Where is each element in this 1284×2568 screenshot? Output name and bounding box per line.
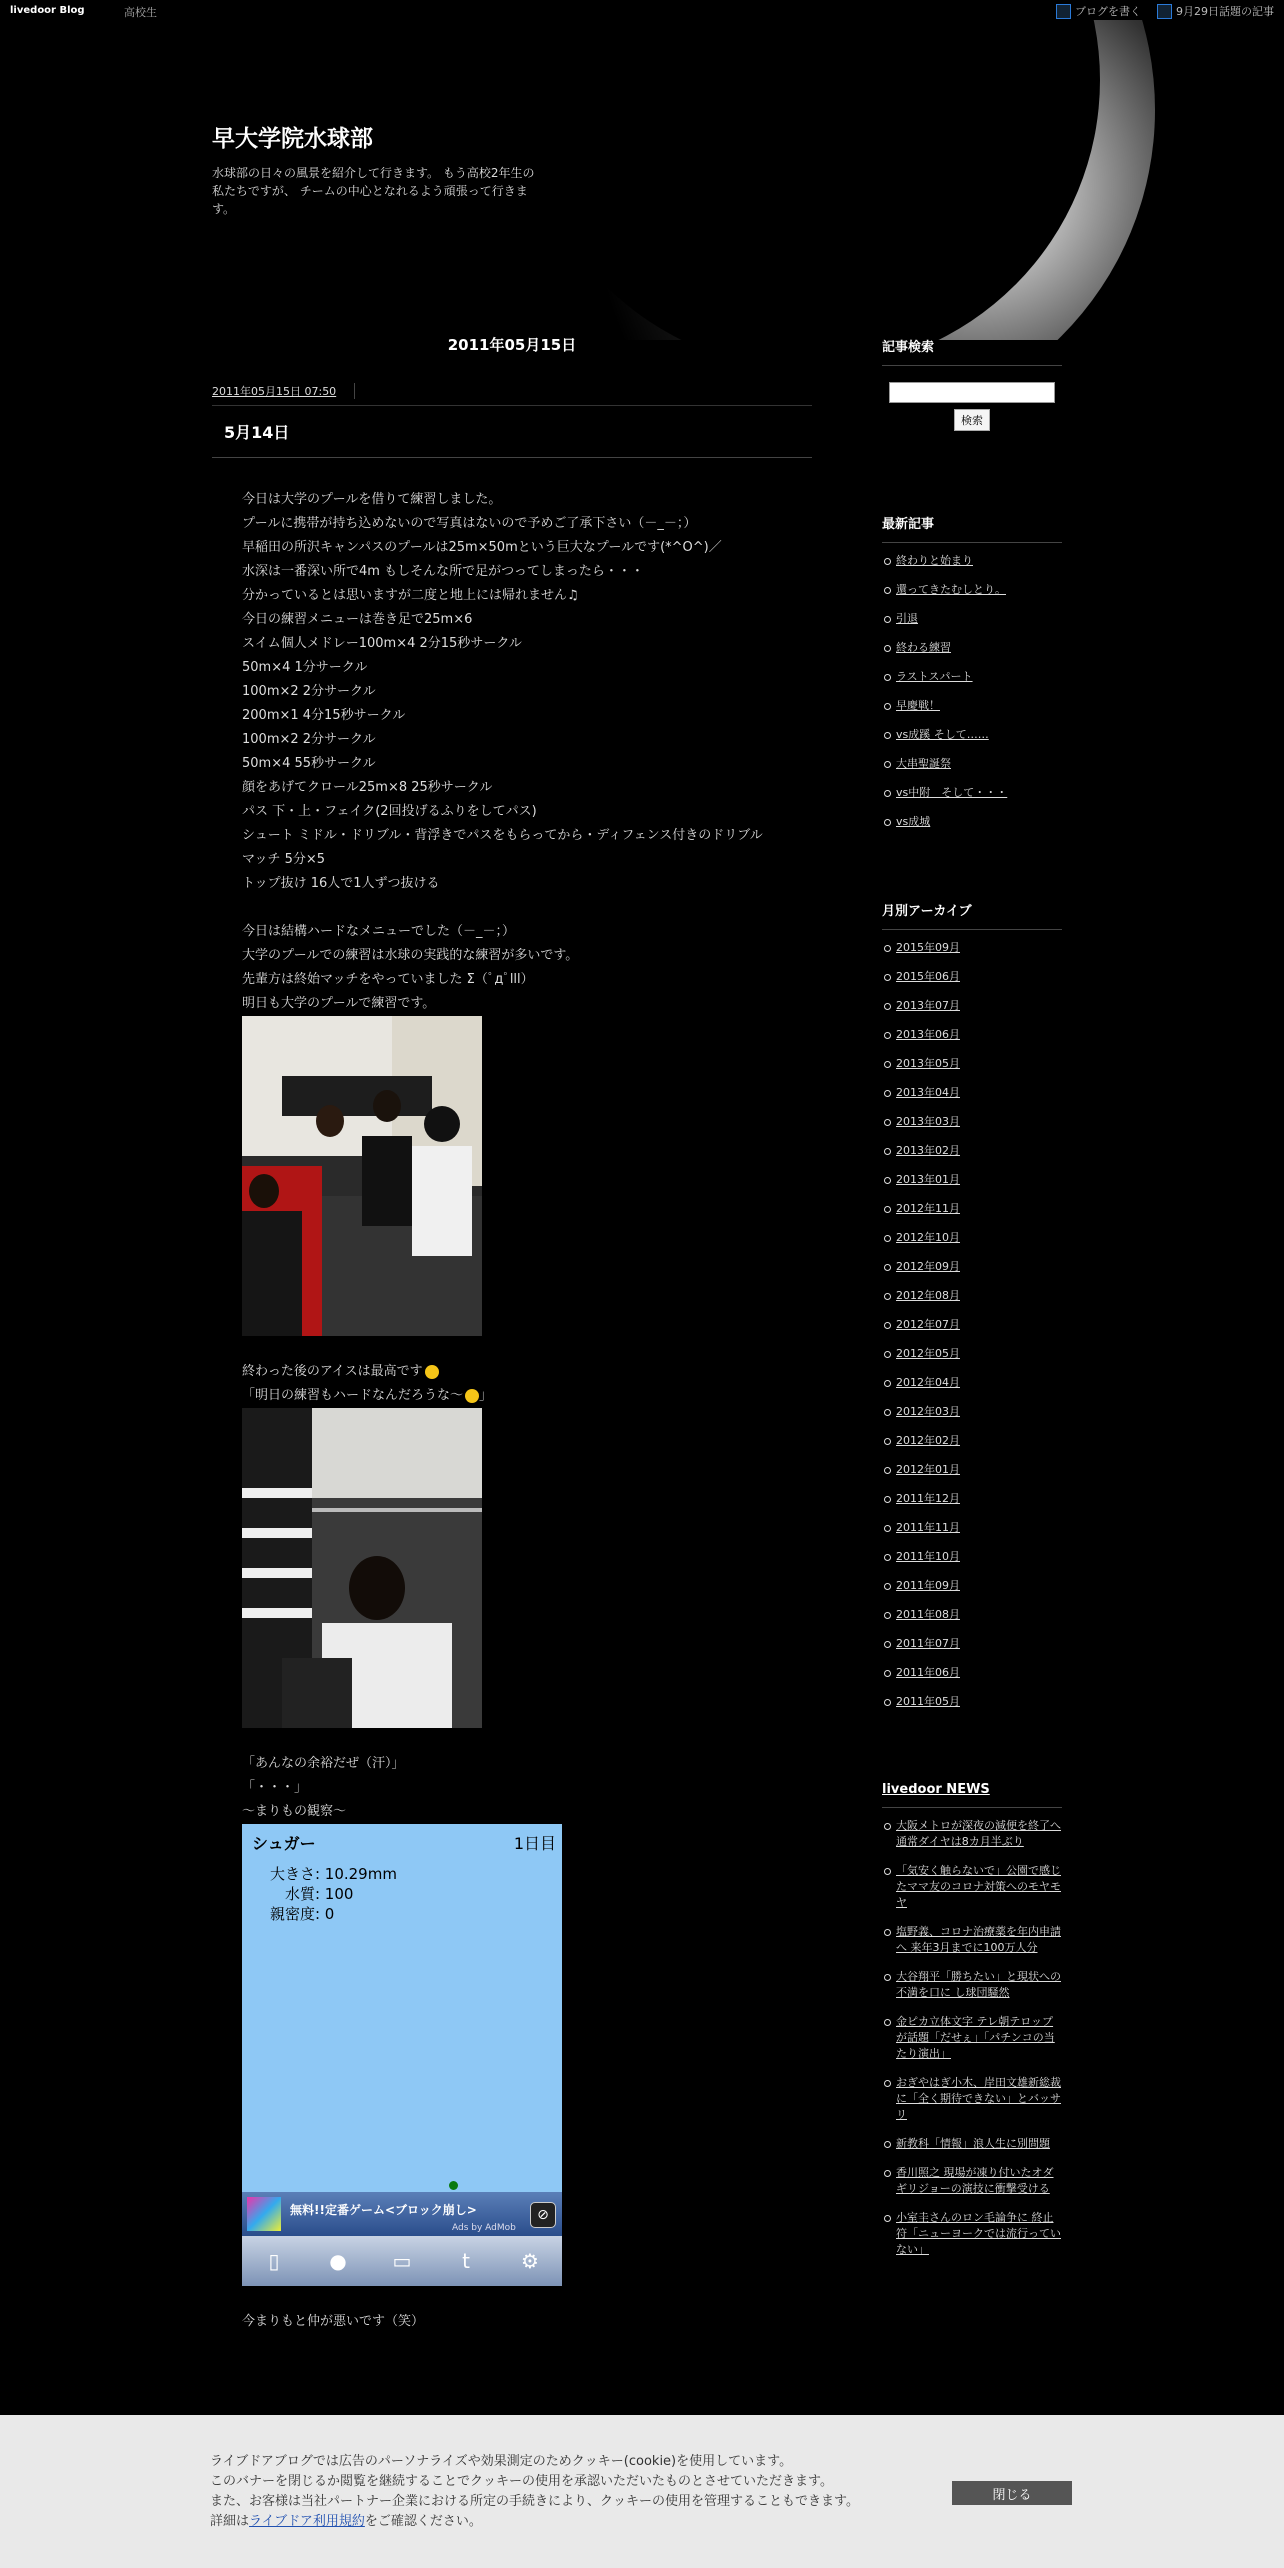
archive-item	[882, 998, 1062, 1014]
archive-item-link[interactable]: 2012年10月	[896, 1231, 960, 1244]
date-heading: 2011年05月15日	[447, 336, 577, 354]
news-item-link[interactable]: 香川照之 現場が凍り付いたオダギリジョーの演技に衝撃受ける	[896, 2166, 1054, 2195]
archive-item-link[interactable]: 2012年09月	[896, 1260, 960, 1273]
recent-post-item	[882, 698, 1062, 714]
news-item-link[interactable]: 大阪メトロが深夜の減便を終了へ 通常ダイヤは8カ月半ぶり	[896, 1819, 1061, 1848]
news-item	[882, 2210, 1062, 2258]
team-photo-2[interactable]	[242, 1408, 482, 1728]
post-line: 「明日の練習もハードなんだろうな～ 」	[242, 1388, 493, 1403]
blog-title[interactable]: 早大学院水球部	[212, 126, 373, 152]
smile-emoji-icon	[425, 1365, 439, 1379]
post-line: スイム個人メドレー100m×4 2分15秒サークル	[242, 636, 522, 651]
post-line: マッチ 5分×5	[242, 852, 326, 867]
archive-item	[882, 1520, 1062, 1536]
pencil-icon	[1056, 4, 1071, 19]
news-item	[882, 2165, 1062, 2197]
post-paragraph	[242, 488, 782, 896]
recent-post-item-link[interactable]: 終わる練習	[896, 641, 951, 654]
archive-item-link[interactable]: 2012年04月	[896, 1376, 960, 1389]
post-line: パス 下・上・フェイク(2回投げるふりをしてパス)	[242, 804, 537, 819]
archive-item	[882, 1607, 1062, 1623]
archive-heading: 月別アーカイブ	[882, 894, 1062, 930]
post-line: ～まりもの観察～	[242, 1804, 347, 1819]
write-blog-link[interactable]: ブログを書く	[1056, 3, 1141, 19]
category-link[interactable]: 高校生	[124, 6, 157, 19]
archive-item-link[interactable]: 2013年02月	[896, 1144, 960, 1157]
gear-icon[interactable]: ⚙	[521, 2249, 539, 2273]
news-item-link[interactable]: 新教科「情報」浪人生に別問題	[896, 2137, 1050, 2150]
post-line: 今日の練習メニューは巻き足で25m×6	[242, 612, 473, 627]
recent-post-item-link[interactable]: 大串聖誕祭	[896, 757, 951, 770]
recent-post-item-link[interactable]: vs中附 そして・・・	[896, 786, 1008, 799]
recent-post-item	[882, 582, 1062, 598]
recent-post-item	[882, 756, 1062, 772]
archive-item-link[interactable]: 2012年07月	[896, 1318, 960, 1331]
sweat-emoji-icon	[465, 1389, 479, 1403]
recent-post-item	[882, 611, 1062, 627]
svg-text:livedoor Blog: livedoor Blog	[10, 5, 85, 16]
post-line: 今日は大学のプールを借りて練習しました。	[242, 492, 502, 507]
top-bar	[0, 0, 1284, 20]
archive-item	[882, 1462, 1062, 1478]
archive-item-link[interactable]: 2012年03月	[896, 1405, 960, 1418]
archive-item-link[interactable]: 2015年09月	[896, 941, 960, 954]
archive-item	[882, 1346, 1062, 1362]
twitter-icon[interactable]: t	[462, 2249, 470, 2273]
news-item	[882, 1863, 1062, 1911]
news-list	[882, 1808, 1062, 2258]
divider	[354, 383, 355, 399]
search-input[interactable]	[889, 382, 1055, 403]
recent-post-item	[882, 727, 1062, 743]
news-item-link[interactable]: 大谷翔平「勝ちたい」と現状への不満を口に し球団騒然	[896, 1970, 1061, 1999]
team-photo-1[interactable]	[242, 1016, 482, 1336]
post-line: 100m×2 2分サークル	[242, 732, 376, 747]
archive-item	[882, 1114, 1062, 1130]
post-datetime-link[interactable]: 2011年05月15日 07:50	[212, 385, 337, 398]
livedoor-blog-logo[interactable]	[10, 2, 102, 16]
search-button[interactable]: 検索	[954, 409, 990, 431]
calendar-icon	[1157, 4, 1172, 19]
post-line: 先輩方は終始マッチをやっていました Σ（ﾟдﾟlll）	[242, 972, 534, 987]
recent-heading: 最新記事	[882, 507, 1062, 543]
archive-item	[882, 1230, 1062, 1246]
archive-item	[882, 1549, 1062, 1565]
archive-item-link[interactable]: 2012年02月	[896, 1434, 960, 1447]
archive-item-link[interactable]: 2013年04月	[896, 1086, 960, 1099]
news-item-link[interactable]: 「気安く触らないで」公園で感じたママ友のコロナ対策へのモヤモヤ	[896, 1864, 1061, 1909]
archive-item-link[interactable]: 2012年08月	[896, 1289, 960, 1302]
recent-post-item-link[interactable]: 還ってきたむしとり。	[896, 583, 1006, 596]
camera-icon[interactable]: ▭	[392, 2249, 412, 2273]
archive-item-link[interactable]: 2011年10月	[896, 1550, 960, 1563]
archive-item	[882, 1317, 1062, 1333]
sidebar	[882, 330, 1062, 2271]
recent-post-item	[882, 785, 1062, 801]
archive-item	[882, 1143, 1062, 1159]
recent-post-item	[882, 553, 1062, 569]
archive-item	[882, 969, 1062, 985]
archive-item-link[interactable]: 2011年06月	[896, 1666, 960, 1679]
post-line: 終わった後のアイスは最高です	[242, 1360, 782, 1384]
recent-post-item-link[interactable]: ラストスパート	[896, 670, 973, 683]
news-item	[882, 2014, 1062, 2062]
archive-item-link[interactable]: 2013年01月	[896, 1173, 960, 1186]
news-item	[882, 1969, 1062, 2001]
archive-item-link[interactable]: 2011年09月	[896, 1579, 960, 1592]
archive-item-link[interactable]: 2012年11月	[896, 1202, 960, 1215]
archive-item-link[interactable]: 2013年05月	[896, 1057, 960, 1070]
archive-item	[882, 1491, 1062, 1507]
archive-item	[882, 1201, 1062, 1217]
archive-list	[882, 930, 1062, 1710]
post-line: 明日も大学のプールで練習です。	[242, 996, 436, 1011]
recent-posts-list	[882, 543, 1062, 830]
post-body	[212, 458, 812, 2334]
archive-item	[882, 1288, 1062, 1304]
compass-icon[interactable]: ⊘	[530, 2202, 556, 2228]
eclipse-header-image	[0, 20, 1284, 340]
terms-link[interactable]: ライブドア利用規約	[249, 2514, 365, 2529]
marimo-dot	[449, 2181, 458, 2190]
app-toolbar	[242, 2236, 562, 2286]
marimo-app-screenshot[interactable]	[242, 1824, 562, 2286]
archive-item-link[interactable]: 2011年07月	[896, 1637, 960, 1650]
post-line: トップ抜け 16人で1人ずつ抜ける	[242, 876, 440, 891]
close-button[interactable]: 閉じる	[952, 2481, 1072, 2505]
blog-header	[0, 20, 1284, 340]
archive-item-link[interactable]: 2011年08月	[896, 1608, 960, 1621]
archive-item	[882, 1085, 1062, 1101]
news-item	[882, 2136, 1062, 2152]
speech-bubble-icon[interactable]: ●	[329, 2249, 347, 2273]
post-line: 50m×4 1分サークル	[242, 660, 368, 675]
post-line: 水深は一番深い所で4m もしそんな所で足がつってしまったら・・・	[242, 564, 644, 579]
archive-item	[882, 1056, 1062, 1072]
news-item-link[interactable]: おぎやはぎ小木、岸田文雄新総裁に「全く期待できない」とバッサリ	[896, 2076, 1061, 2121]
main-column	[212, 330, 812, 2334]
news-item-link[interactable]: 小室圭さんのロン毛論争に 終止符「ニューヨークでは流行っていない」	[896, 2211, 1061, 2256]
archive-item-link[interactable]: 2011年11月	[896, 1521, 960, 1534]
archive-item	[882, 1172, 1062, 1188]
recent-post-item-link[interactable]: 終わりと始まり	[896, 554, 973, 567]
cookie-text: ライブドアブログでは広告のパーソナライズや効果測定のためクッキー(cookie)を使用しています。 このバナーを閉じるか閲覧を継続することでクッキーの使用を承認いただいたものとさせていただきます。 また、お客様は当社パートナー企業における所定の手続きにより、クッキーの使用を管理することもできます。 詳細はライブドア利用規約をご確認ください。	[210, 2454, 859, 2529]
archive-item	[882, 1259, 1062, 1275]
archive-item-link[interactable]: 2013年07月	[896, 999, 960, 1012]
archive-item-link[interactable]: 2012年01月	[896, 1463, 960, 1476]
archive-item-link[interactable]: 2013年06月	[896, 1028, 960, 1041]
post-line: 今日は結構ハードなメニューでした（－_－；）	[242, 924, 516, 939]
ad-thumbnail	[247, 2197, 281, 2231]
news-item	[882, 1818, 1062, 1850]
topics-link[interactable]: 9月29日話題の記事	[1157, 3, 1274, 19]
archive-item	[882, 1665, 1062, 1681]
archive-item	[882, 940, 1062, 956]
recent-post-item	[882, 640, 1062, 656]
archive-item	[882, 1433, 1062, 1449]
news-item-link[interactable]: 金ピカ立体文字 テレ朝テロップが話題「だせぇ」「パチンコの当たり演出」	[896, 2015, 1055, 2060]
archive-item-link[interactable]: 2015年06月	[896, 970, 960, 983]
search-heading: 記事検索	[882, 330, 1062, 366]
post-line: プールに携帯が持ち込めないので写真はないので予めご了承下さい（－_－；）	[242, 516, 697, 531]
recent-post-item-link[interactable]: 引退	[896, 612, 918, 625]
archive-item	[882, 1375, 1062, 1391]
post-line: 「あんなの余裕だぜ（汗）」	[242, 1756, 405, 1771]
post-line: 大学のプールでの練習は水球の実践的な練習が多いです。	[242, 948, 579, 963]
archive-item-link[interactable]: 2011年05月	[896, 1695, 960, 1708]
news-heading[interactable]: livedoor NEWS	[882, 1776, 1062, 1808]
recent-post-item-link[interactable]: vs成蹊 そして……	[896, 728, 989, 741]
post-meta	[212, 383, 812, 406]
post-line: 今まりもと仲が悪いです（笑）	[242, 2314, 425, 2329]
news-item	[882, 1924, 1062, 1956]
archive-item-link[interactable]: 2013年03月	[896, 1115, 960, 1128]
post-line: 分かっているとは思いますが二度と地上には帰れません♫	[242, 588, 579, 603]
news-item-link[interactable]: 塩野義、コロナ治療薬を年内申請へ 来年3月までに100万人分	[896, 1925, 1061, 1954]
post-line: 早稲田の所沢キャンパスのプールは25m×50mという巨大なプールです(*^O^)／	[242, 540, 722, 555]
recent-post-item-link[interactable]: vs成城	[896, 815, 931, 828]
blog-description: 水球部の日々の風景を紹介して行きます。 もう高校2年生の私たちですが、 チームの中心となれるよう頑張って行きます。	[212, 166, 535, 216]
day-count: 1日目	[513, 1834, 556, 1853]
archive-item	[882, 1694, 1062, 1710]
archive-item	[882, 1027, 1062, 1043]
post-line: 顔をあげてクロール25m×8 25秒サークル	[242, 780, 493, 795]
archive-item	[882, 1404, 1062, 1420]
archive-item-link[interactable]: 2012年05月	[896, 1347, 960, 1360]
recent-post-item	[882, 814, 1062, 830]
recent-post-item-link[interactable]: 早慶戦！	[896, 699, 940, 712]
post-paragraph	[242, 1752, 782, 1824]
post-line: 50m×4 55秒サークル	[242, 756, 376, 771]
cookie-banner	[0, 2415, 1284, 2568]
marimo-name: シュガー	[252, 1834, 316, 1853]
post-line: 「・・・」	[242, 1780, 308, 1795]
post-line: 100m×2 2分サークル	[242, 684, 376, 699]
post-line: シュート ミドル・ドリブル・背浮きでパスをもらってから・ディフェンス付きのドリブル	[242, 828, 763, 843]
admob-banner[interactable]: 無料!!定番ゲーム<ブロック崩し> Ads by AdMob ⊘	[242, 2192, 562, 2236]
news-item	[882, 2075, 1062, 2123]
recent-post-item	[882, 669, 1062, 685]
post-line: 200m×1 4分15秒サークル	[242, 708, 406, 723]
marimo-stats: 大きさ: 10.29mm 水質: 100 親密度: 0	[269, 1865, 397, 1923]
post-title[interactable]: 5月14日	[212, 406, 812, 458]
archive-item	[882, 1578, 1062, 1594]
post-paragraph	[242, 920, 782, 1016]
trash-icon[interactable]: ▯	[268, 2249, 280, 2273]
archive-item	[882, 1636, 1062, 1652]
archive-item-link[interactable]: 2011年12月	[896, 1492, 960, 1505]
